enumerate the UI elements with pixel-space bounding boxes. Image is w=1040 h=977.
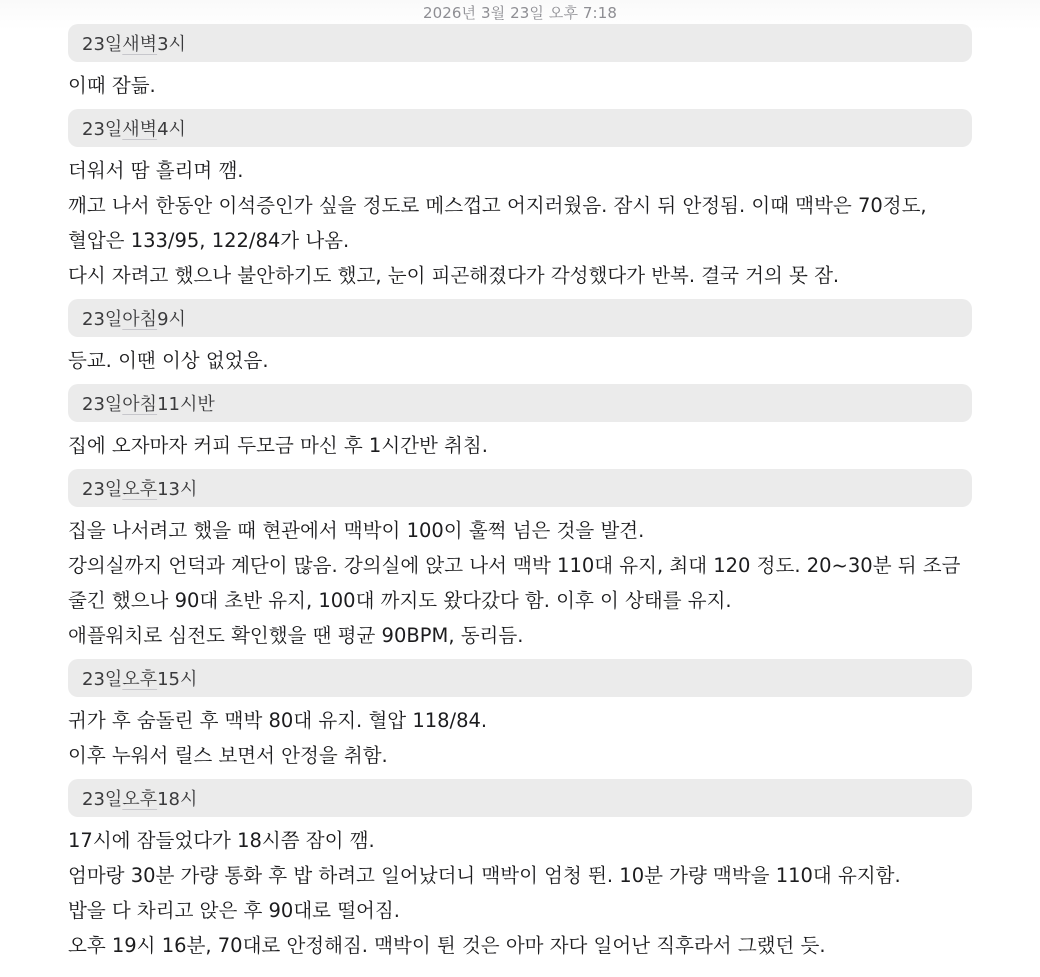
header-time: 11시반 [157, 394, 215, 415]
text-line: 애플워치로 심전도 확인했을 땐 평균 90BPM, 동리듬. [68, 624, 524, 647]
header-day: 23일 [82, 119, 123, 140]
header-day: 23일 [82, 479, 123, 500]
text-line: 더워서 땀 흘리며 깸. [68, 159, 244, 182]
text-line: 밥을 다 차리고 앉은 후 90대로 떨어짐. [68, 899, 400, 922]
text-line: 17시에 잠들었다가 18시쯤 잠이 깸. [68, 829, 375, 852]
text-line: 집에 오자마자 커피 두모금 마신 후 1시간반 취침. [68, 434, 488, 457]
header-period: 오후 [122, 789, 158, 810]
header-period: 아침 [122, 309, 158, 330]
header-time: 15시 [157, 669, 198, 690]
text-line: 등교. 이땐 이상 없었음. [68, 349, 269, 372]
header-period: 오후 [122, 669, 158, 690]
note-body[interactable] [68, 24, 972, 963]
header-day: 23일 [82, 669, 123, 690]
section-header [68, 299, 972, 337]
header-day: 23일 [82, 394, 123, 415]
section-header [68, 384, 972, 422]
header-period: 아침 [122, 394, 158, 415]
text-line: 다시 자려고 했으나 불안하기도 했고, 눈이 피곤해졌다가 각성했다가 반복. 결국 거의 못 잠. [68, 264, 840, 287]
text-line: 이후 누워서 릴스 보면서 안정을 취함. [68, 744, 388, 767]
header-time: 13시 [157, 479, 198, 500]
section-text [68, 68, 972, 103]
text-line: 오후 19시 16분, 70대로 안정해짐. 맥박이 튄 것은 아마 자다 일어난 직후라서 그랬던 듯. [68, 934, 826, 957]
section-header [68, 779, 972, 817]
section-text [68, 703, 972, 773]
note-timestamp: 2026년 3월 23일 오후 7:18 [422, 4, 617, 22]
header-day: 23일 [82, 34, 123, 55]
section-header [68, 24, 972, 62]
header-time: 9시 [157, 309, 186, 330]
text-line: 강의실까지 언덕과 계단이 많음. 강의실에 앉고 나서 맥박 110대 유지, 최대 120 정도. 20~30분 뒤 조금 [68, 554, 961, 577]
text-line: 엄마랑 30분 가량 통화 후 밥 하려고 일어났더니 맥박이 엄청 뛴. 10분 가량 맥박을 110대 유지함. [68, 864, 901, 887]
header-time: 3시 [157, 34, 186, 55]
section-text [68, 823, 972, 963]
text-line: 줄긴 했으나 90대 초반 유지, 100대 까지도 왔다갔다 함. 이후 이 상태를 유지. [68, 589, 732, 612]
text-line: 혈압은 133/95, 122/84가 나옴. [68, 229, 350, 252]
header-day: 23일 [82, 789, 123, 810]
section-text [68, 153, 972, 293]
section-text [68, 343, 972, 378]
header-period: 오후 [122, 479, 158, 500]
section-header [68, 469, 972, 507]
section-header [68, 659, 972, 697]
header-period: 새벽 [122, 34, 158, 55]
text-line: 집을 나서려고 했을 때 현관에서 맥박이 100이 훌쩍 넘은 것을 발견. [68, 519, 645, 542]
header-day: 23일 [82, 309, 123, 330]
header-period: 새벽 [122, 119, 158, 140]
text-line: 이때 잠듦. [68, 74, 156, 97]
section-text [68, 428, 972, 463]
header-time: 4시 [157, 119, 186, 140]
text-line: 귀가 후 숨돌린 후 맥박 80대 유지. 혈압 118/84. [68, 709, 488, 732]
section-text [68, 513, 972, 653]
section-header [68, 109, 972, 147]
text-line: 깨고 나서 한동안 이석증인가 싶을 정도로 메스껍고 어지러웠음. 잠시 뒤 안정됨. 이때 맥박은 70정도, [68, 194, 927, 217]
header-time: 18시 [157, 789, 198, 810]
